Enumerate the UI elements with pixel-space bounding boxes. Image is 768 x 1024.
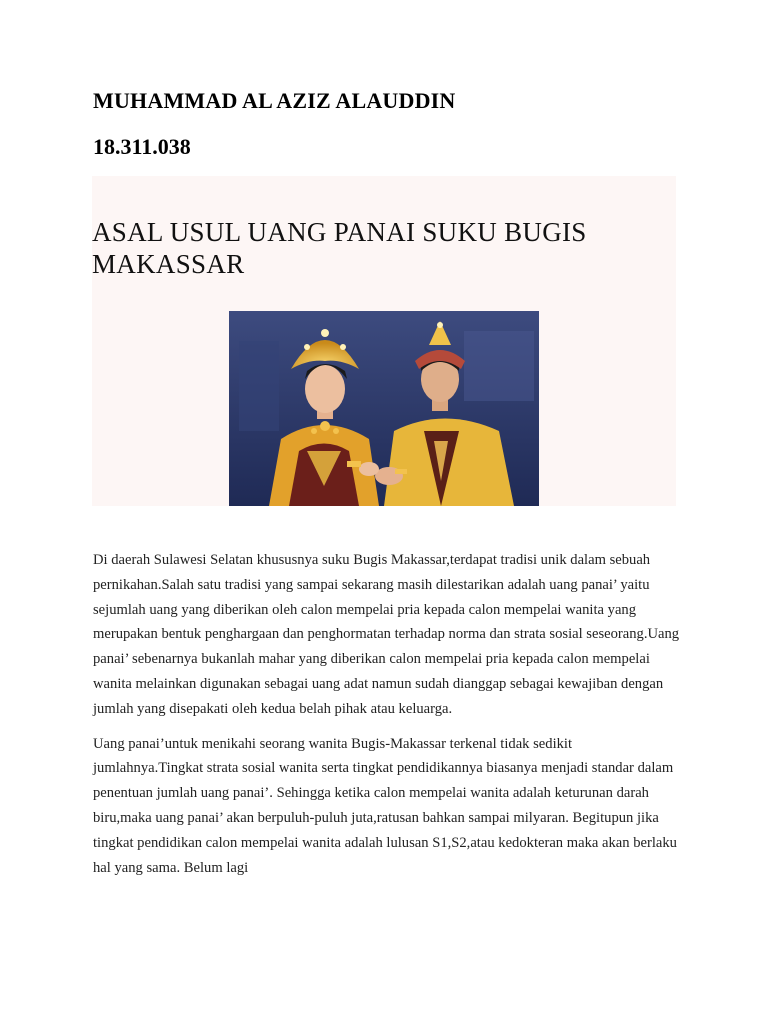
paragraph-1: Di daerah Sulawesi Selatan khususnya suku Bugis Makassar,terdapat tradisi unik dalam sebuah pernikahan.Salah satu tradisi yang sampai sekarang masih dilestarikan adalah uang panai’ yaitu sejumlah uang yang diberikan oleh calon mempelai pria kepada calon mempelai wanita yang merupakan bentuk penghargaan dan penghormatan terhadap norma dan strata sosial seseorang.Uang panai’ sebenarnya bukanlah mahar yang diberikan calon mempelai pria kepada calon mempelai wanita melainkan digunakan sebagai uang adat namun sudah dianggap sebagai kewajiban dengan jumlah yang disepakati oleh kedua belah pihak atau keluarga. <box>93 552 680 717</box>
article-banner <box>92 176 676 506</box>
author-name: MUHAMMAD AL AZIZ ALAUDDIN <box>93 88 456 113</box>
paragraph-2: Uang panai’untuk menikahi seorang wanita Bugis-Makassar terkenal tidak sedikit jumlahnya.Tingkat strata sosial wanita serta tingkat pendidikannya biasanya menjadi standar dalam penentuan jumlah uang panai’. Sehingga ketika calon mempelai wanita adalah keturunan darah biru,maka uang panai’ akan berpuluh-puluh juta,ratusan bahkan sampai milyaran. Begitupun jika tingkat pendidikan calon mempelai wanita adalah lulusan S1,S2,atau kedokteran maka akan berlaku hal yang sama. Belum lagi <box>93 735 677 876</box>
student-id: 18.311.038 <box>93 134 191 159</box>
article-body <box>93 548 683 890</box>
article-title: ASAL USUL UANG PANAI SUKU BUGIS MAKASSAR <box>92 217 587 279</box>
wedding-couple-photo <box>229 311 539 506</box>
